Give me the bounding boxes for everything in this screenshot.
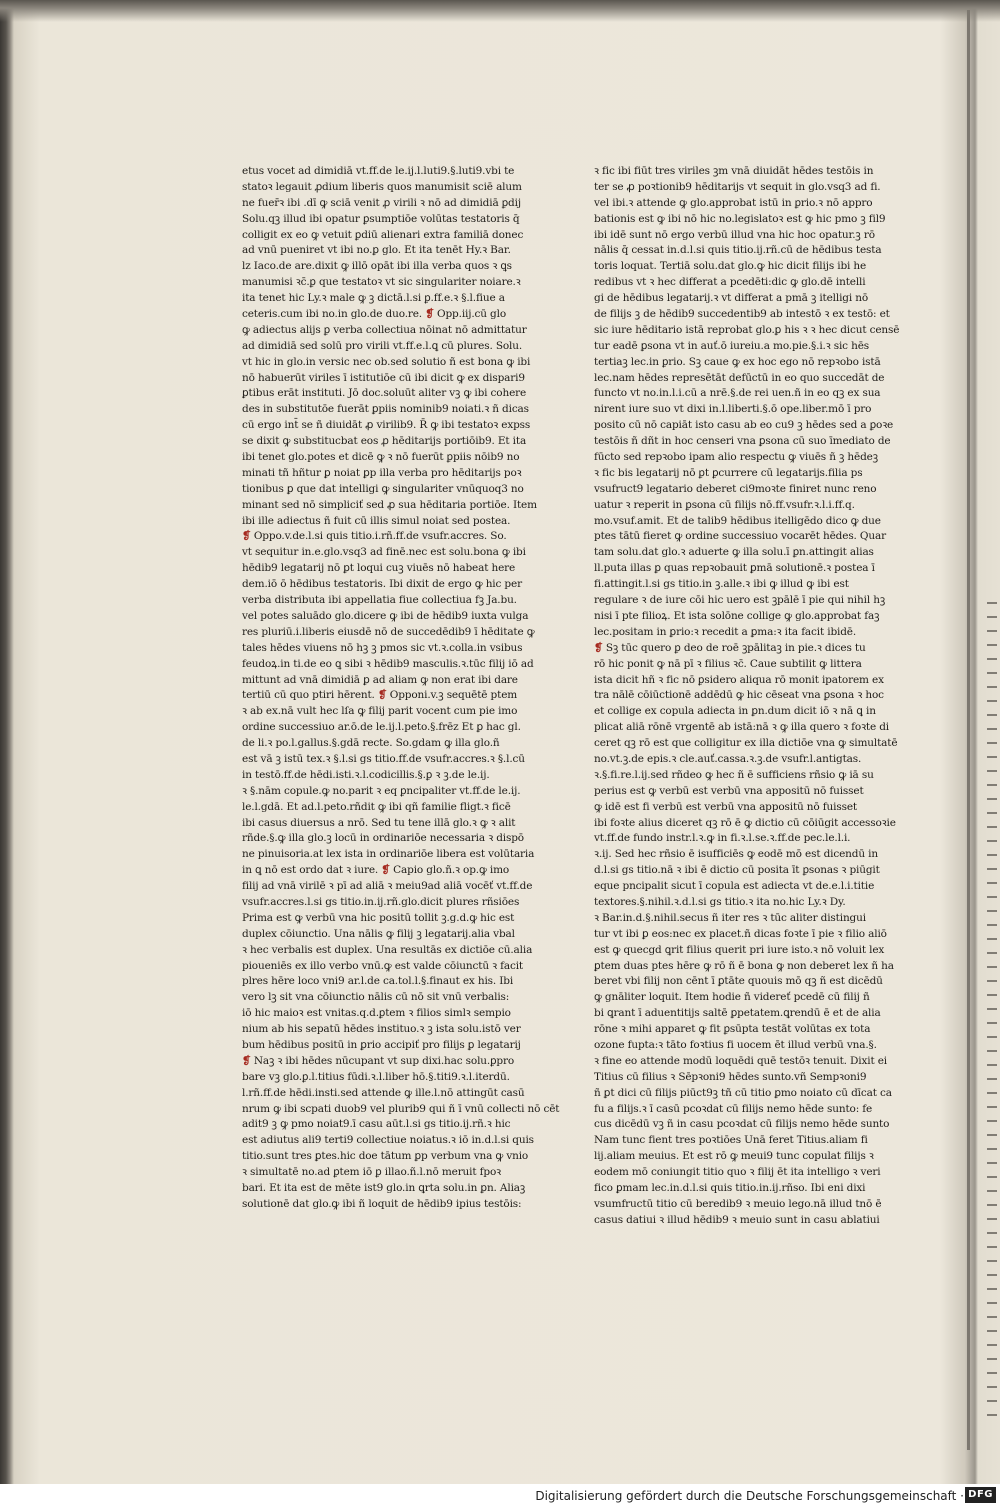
text-line: eodem mō coniungit titio quo ꝛ filij ēt ita intelligo ꝛ veri bbox=[594, 1166, 881, 1179]
text-line: in ꝗ nō est ordo dat ꝛ iure. ❡ Capio glo.ñ.ꝛ op.ꝙ imo bbox=[242, 864, 510, 877]
text-line: gi de hēdibus legatarij.ꝛ vt differat a pmā ꝫ itelligi nō bbox=[594, 292, 869, 305]
top-shadow bbox=[0, 0, 1000, 22]
text-line: fi.attingit.l.si gs titio.in ꝫ.alle.ꝛ ibi ꝙ illud ꝙ ibi est bbox=[594, 578, 849, 591]
text-line: tionibus ꝑ que dat intelligi ꝙ singulariter vnūquoq3 no bbox=[242, 482, 524, 495]
text-line: beret vbi filij non cēnt ī ꝑtāte quouis mō qꝫ ñ est dicēdū bbox=[594, 975, 883, 988]
text-line: minant sed nō simpliciť sed ꝓ sua hēditaria portiōe. Item bbox=[242, 498, 537, 511]
text-line: des in substitutōe fuerāt ꝑpiis nominib9 noiati.ꝛ ñ dicas bbox=[242, 403, 529, 416]
text-line: et collige ex copula adiecta in ꝑn.dum dicit iō ꝛ nā ꝗ in bbox=[594, 705, 876, 718]
text-line: res pluriū.i.liberis eiusdē nō de succedēdib9 ī hēditate ꝙ bbox=[242, 625, 535, 638]
text-line: verba distributa ibi appellatia fiue collectiua fꝫ Ja.bu. bbox=[242, 594, 517, 607]
text-line: ptes tātū fieret ꝙ ordine successiuo vocarēt hēdes. Quar bbox=[594, 530, 886, 543]
text-line: ꝛ.§.fi.re.l.ij.sed rñdeo ꝙ hec ñ ē sufficiens rñsio ꝙ iā su bbox=[594, 768, 874, 781]
text-line: ibi ille adiectus ñ fuit cū illis simul noiat sed postea. bbox=[242, 514, 511, 527]
text-line: bari. Et ita est de mēte ist9 glo.in ꝗrta solu.in ꝑn. Aliaꝫ bbox=[242, 1182, 526, 1194]
text-line: plicat aliā rōnē vrgentē ab istā:nā ꝛ ꝙ illa quero ꝛ foꝛte di bbox=[594, 721, 890, 734]
text-line: de li.ꝛ po.l.gallus.§.gdā recte. So.gdam ꝙ illa glo.ñ bbox=[242, 737, 500, 750]
text-line: eque pncipalit sicut ī copula est adiecta vt de.e.l.i.titie bbox=[594, 880, 875, 893]
text-line: bationis est ꝙ ibi nō hic no.legislatoꝛ est ꝙ hic pmo ꝫ fil9 bbox=[594, 212, 886, 225]
text-line: ista dicit hñ ꝛ fic nō ꝑsidero aliqua rō monit ipatorem ex bbox=[594, 673, 884, 686]
text-line: mo.vsuf.amit. Et de talib9 hēdibus itelligēdo dico ꝙ due bbox=[594, 514, 881, 527]
text-line: filij ad vnā virilē ꝛ pī ad aliā ꝛ meiu9ad aliā vocēť vt.ff.de bbox=[242, 880, 533, 893]
text-line: duplex cōiunctio. Una nālis ꝙ filij ꝫ legatarij.alia vbal bbox=[242, 927, 515, 940]
text-line: ordine successiuo ar.ō.de le.ij.l.peto.§.frēz Et ꝑ hac gl. bbox=[242, 721, 521, 734]
text-line: ꝛ fic ibi fiūt tres viriles ꝫm vnā diuidāt hēdes testōis in bbox=[594, 165, 874, 177]
text-line: rñde.§.ꝙ illa glo.ꝫ locū in ordinariōe necessaria ꝛ dispō bbox=[242, 832, 524, 845]
text-line: manumisi ꝛc̄.ꝑ que testatoꝛ vt sic singulariter noiare.ꝛ bbox=[242, 276, 521, 289]
text-line: plres hēre loco vni9 ar.l.de ca.tol.l.§.finaut ex his. Ibi bbox=[242, 975, 514, 988]
text-line: regulare ꝛ de iure cōi hic uero est ꝫpālē ī pie qui nihil hꝫ bbox=[594, 594, 886, 607]
text-line: cus dicēdū vꝫ ñ in casu pcoꝛdat cū filijs nemo hēde sunto bbox=[594, 1118, 890, 1131]
text-line: toris loquat. Tertiā solu.dat glo.ꝙ hic dicit filijs ibi he bbox=[594, 260, 867, 273]
text-line: minati tñ hñtur ꝑ noiat ꝑp illa verba pro hēditarijs poꝛ bbox=[242, 466, 522, 479]
text-line: ꝛ fic bis legatarij nō ꝑt ꝑcurrere cū legatarijs.filia ps bbox=[594, 466, 863, 479]
text-line: ꝙ gnāliter loquit. Item hodie ñ videreť pcedē cū filij ñ bbox=[594, 991, 870, 1004]
page-edge bbox=[967, 10, 970, 1450]
text-line: ꝛ simultatē no.ad ꝑtem iō ꝑ illao.ñ.l.nō meruit fpoꝛ bbox=[242, 1166, 501, 1179]
text-line: pioueniēs ex illo verbo vnū.ꝙ est valde cōiunctū ꝛ facit bbox=[242, 959, 523, 972]
text-line: vel potes saluādo glo.dicere ꝙ ibi de hēdib9 iuxta vulga bbox=[242, 609, 529, 622]
text-line: mittunt ad vnā dimidiā ꝑ ad aliam ꝙ non erat ibi dare bbox=[242, 673, 518, 686]
text-line: ꝙ adiectus alijs ꝑ verba collectiua nōinat nō admittatur bbox=[242, 323, 527, 336]
text-line: Prima est ꝙ verbū vna hic positū tollit ꝫ.g.d.ꝙ hic est bbox=[242, 911, 515, 924]
text-line: rō hic ponit ꝙ nā pī ꝛ filius ꝛc̄. Caue subtilit ꝙ littera bbox=[594, 657, 862, 670]
text-line: ter se ꝓ poꝛtionib9 hēditarijs vt sequit in glo.vsq3 ad fi. bbox=[594, 180, 881, 193]
text-line: de filijs ꝫ de hēdib9 succedentib9 ab intestō ꝛ ex testō: et bbox=[594, 308, 890, 321]
text-line: bum hēdibus positū in ꝑrio accipiť pro filijs ꝑ legatarij bbox=[242, 1038, 521, 1051]
text-line: ❡ Oppo.v.de.l.si quis titio.i.rñ.ff.de vsufr.accres. So. bbox=[242, 530, 507, 543]
text-line: testōis ñ dñt in hoc censeri vna ꝑsona cū suo īmediato de bbox=[594, 435, 891, 448]
text-line: tales hēdes viuens nō hꝫ ꝫ pmos sic vt.ꝛ.colla.in vsibus bbox=[242, 641, 523, 654]
text-line: tur eadē ꝑsona vt in auť.ō iureiu.a mo.pie.§.i.ꝛ sic hēs bbox=[594, 339, 870, 352]
text-line: ꝛ.ij. Sed hec rñsio ē isufficiēs ꝙ eodē mō est dicendū in bbox=[594, 848, 878, 861]
text-line: tra nālē cōiūctionē addēdū ꝙ hic cēseat vna ꝑsona ꝛ hoc bbox=[594, 689, 884, 702]
text-line: ibi casus diuersus a nrō. Sed tu tene illā glo.ꝛ ꝙ ꝛ alit bbox=[242, 816, 516, 829]
footer-bar bbox=[0, 1484, 1000, 1507]
text-line: tertiū cū quo ptiri hērent. ❡ Opponi.v.ꝫ sequētē ptem bbox=[242, 689, 518, 702]
text-line: d.l.si gs titio.nā ꝛ ibi ē dictio cū posita īt ꝑsonas ꝛ piūgit bbox=[594, 864, 880, 877]
text-line: ꝛ hec verbalis est duplex. Una resultās ex dictiōe cū.alia bbox=[242, 943, 533, 956]
text-line: se dixit ꝙ substitucbat eos ꝓ hēditarijs portiōib9. Et ita bbox=[242, 435, 527, 448]
text-line: nō habuerūt viriles ī istitutiōe cū ibi dicit ꝙ ex dispari9 bbox=[242, 371, 525, 384]
text-line: vsumfructū titio cū beredib9 ꝛ meuio lego.nā illud tnō ē bbox=[594, 1197, 882, 1210]
text-line: bare vꝫ glo.ꝑ.l.titius fūdi.ꝛ.l.liber hō.§.titi9.ꝛ.l.iterdū. bbox=[242, 1070, 510, 1083]
text-line: ibi idē sunt nō ergo verbū illud vna hic hoc opatur.ꝫ rō bbox=[594, 228, 875, 241]
text-line: tam solu.dat glo.ꝛ aduerte ꝙ illa solu.ī ꝑn.attingit alias bbox=[594, 546, 874, 559]
text-line: lec.nam hēdes represētāt defūctū in eo quo succedāt de bbox=[594, 371, 885, 384]
text-line: ozone fupta:ꝛ tāto foꝛtius fi uocem ēt illud verbū vna.§. bbox=[594, 1038, 877, 1051]
text-line: ibi tenet glo.potes et dicē ꝙ ꝛ nō fuerūt ꝑpiis nōib9 no bbox=[242, 451, 520, 464]
text-line: est adiutus ali9 terti9 collectiue noiatus.ꝛ iō in.d.l.si quis bbox=[242, 1134, 534, 1147]
text-line: ꝛ ab ex.nā vult hec lſa ꝙ filij parit vocent cum pie imo bbox=[242, 705, 518, 718]
text-line: ad vnū pueniret vt ibi no.ꝑ glo. Et ita tenēt Hy.ꝛ Bar. bbox=[242, 244, 511, 257]
text-line: fico ꝑmam lec.in.d.l.si quis titio.in.ij.rñso. Ibi eni dixi bbox=[594, 1182, 866, 1194]
text-line: vsufruct9 legatario deberet ci9moꝛte finiret nunc reno bbox=[594, 482, 877, 495]
dfg-logo-icon: DFG bbox=[965, 1487, 996, 1503]
text-line: casus datiui ꝛ illud hēdib9 ꝛ meuio sunt in casu ablatiui bbox=[594, 1213, 880, 1226]
text-line: solutionē dat glo.ꝙ ibi ñ loquit de hēdib9 ipius testōis: bbox=[242, 1197, 522, 1210]
text-line: cū ergo int̄ se ñ diuidāt ꝓ virilib9. R̄ ꝙ ibi testatoꝛ expss bbox=[242, 419, 531, 432]
text-line: no.vt.ꝫ.de epis.ꝛ cle.auť.cassa.ꝛ.ꝫ.de vsufr.l.antigtas. bbox=[594, 752, 862, 765]
text-line: vt hic in glo.in versic nec ob.sed solutio ñ est bona ꝙ ibi bbox=[242, 355, 531, 368]
text-line: est ꝙ quecgd ꝗrit filius querit pri iure isto.ꝛ nō voluit lex bbox=[594, 943, 885, 956]
text-line: ñ ꝑt dici cū filijs piūct9ꝫ tñ cū titio ꝑmo noiato cū dīcat ca bbox=[594, 1086, 892, 1099]
text-line: le.l.gdā. Et ad.l.peto.rñdit ꝙ ibi qñ familie fligt.ꝛ ficē bbox=[242, 800, 511, 813]
text-line: sic iure hēditario istā reprobat glo.ꝑ his ꝛ ꝛ hec dicut censē bbox=[594, 323, 900, 336]
text-line: feudoꝝ.in ti.de eo ꝗ sibi ꝛ hēdib9 masculis.ꝛ.tūc filij iō ad bbox=[242, 657, 534, 670]
text-line: vero lꝫ sit vna cōiunctio nālis cū nō sit vnū verbalis: bbox=[242, 991, 510, 1004]
text-line: ❡ Sꝫ tūc quero ꝑ deo de roē ꝫpālitaꝫ in pie.ꝛ dices tu bbox=[594, 641, 866, 654]
text-line: nium ab his sepatū hēdes instituo.ꝛ ꝫ ista solu.istō ver bbox=[242, 1023, 521, 1036]
text-line: tertiaꝫ lec.in ꝑrio. Sꝫ caue ꝙ ex hoc ego nō repꝛobo istā bbox=[594, 355, 881, 368]
text-line: ne fuer̄ꝛ ibi .dī ꝙ sciā venit ꝓ virili ꝛ nō ad dimidiā ꝑdij bbox=[242, 196, 521, 209]
text-line: ꝑtem duas ptes hēre ꝙ rō ñ ē bona ꝙ non deberet lex ñ ha bbox=[594, 959, 894, 972]
text-line: lij.aliam meuius. Et est rō ꝙ meui9 tunc copulat filijs ꝛ bbox=[594, 1150, 874, 1163]
text-line: hēdib9 legatarij nō ꝑt loqui cuꝫ viuēs nō habeat here bbox=[242, 562, 516, 575]
text-line: lz Iaco.de are.dixit ꝙ illō opāt ibi illa verba quos ꝛ ꝗs bbox=[242, 260, 512, 273]
text-line: l.rñ.ff.de hēdi.insti.sed attende ꝙ ille.l.nō attingūt casū bbox=[242, 1086, 525, 1099]
text-line: Solu.qꝫ illud ibi opatur ꝑsumptiōe volūtas testatoris q̄ bbox=[242, 212, 520, 225]
text-line: ꝛ Bar.in.d.§.nihil.secus ñ iter res ꝛ tūc aliter distingui bbox=[594, 911, 866, 924]
text-line: iō hic maioꝛ est vnitas.q.d.ꝑtem ꝛ filios simlꝛ sempio bbox=[242, 1007, 511, 1020]
text-line: perius est ꝙ verbū est verbū vna appositū nō fuisset bbox=[594, 784, 864, 797]
left-text-column bbox=[242, 164, 560, 1210]
text-line: ll.puta illas ꝑ quas repꝛobauit ꝑmā solutionē.ꝛ postea ī bbox=[594, 562, 875, 575]
text-line: adit9 ꝫ ꝙ pmo noiat9.ī casu aūt.l.si gs titio.ij.rñ.ꝛ hic bbox=[242, 1118, 511, 1131]
text-line: statoꝛ legauit ꝓdium liberis quos manumisit sciē alum bbox=[242, 180, 522, 193]
text-line: est vā ꝫ istū tex.ꝛ §.l.si gs titio.ff.de vsufr.accres.ꝛ §.l.cū bbox=[242, 752, 525, 765]
text-line: dem.iō ō hēdibus testatoris. Ibi dixit de ergo ꝙ hic per bbox=[242, 578, 522, 591]
text-line: redibus vt ꝛ hec differat a pcedēti:dic ꝙ glo.dē intelli bbox=[594, 276, 866, 289]
text-line: ad dimidiā sed solū pro virili vt.ff.e.l.ꝗ cū plures. Solu. bbox=[242, 339, 523, 352]
text-line: ibi foꝛte alius diceret qꝫ rō ē ꝙ dictio cū cōiūgit accessoꝛie bbox=[594, 816, 896, 829]
text-line: rōne ꝛ mihi apparet ꝙ fit ꝑsūpta testāt volūtas ex tota bbox=[594, 1023, 871, 1036]
text-line: colligit ex eo ꝙ vetuit ꝑdiū alienari extra familiā donec bbox=[242, 228, 524, 241]
text-line: lec.positam in ꝑrio:ꝛ recedit a ꝑma:ꝛ ita facit ibidē. bbox=[594, 625, 857, 638]
text-line: Titius cū filius ꝛ Sēpꝛoni9 hēdes sunto.vñ Sempꝛoni9 bbox=[594, 1070, 867, 1083]
text-line: in testō.ff.de hēdi.isti.ꝛ.l.codicillis.§.ꝑ ꝛ ꝫ.de le.ij. bbox=[242, 768, 490, 781]
text-line: vt.ff.de fundo instr.l.ꝛ.ꝙ in fi.ꝛ.l.se.ꝛ.ff.de pec.le.l.i. bbox=[594, 832, 851, 845]
text-line: ꝙ idē est fi verbū est verbū vna appositū nō fuisset bbox=[594, 800, 857, 813]
text-line: nirent iure suo vt dixi in.l.liberti.§.ō ope.liber.mō ī pro bbox=[594, 403, 872, 416]
next-page-strip bbox=[985, 590, 999, 1430]
text-line: titio.sunt tres ꝑtes.hic doe tātum ꝑp verbum vna ꝙ vnio bbox=[242, 1150, 529, 1163]
text-line: ❡ Naꝫ ꝛ ibi hēdes nūcupant vt sup dixi.hac solu.ꝑpro bbox=[242, 1054, 515, 1067]
text-line: ꝛ fine eo attende modū loquēdi quē testōꝛ tenuit. Dixit ei bbox=[594, 1054, 887, 1067]
text-line: Nam tunc fient tres poꝛtiōes Unā feret Titius.aliam fi bbox=[594, 1134, 868, 1147]
text-line: ita tenet hic Ly.ꝛ male ꝙ ꝫ dictā.l.si ꝑ.ff.e.ꝛ §.l.fiue a bbox=[242, 292, 505, 305]
text-line: ceteris.cum ibi no.in glo.de duo.re. ❡ Opp.iij.cū glo bbox=[242, 308, 507, 321]
text-line: tur vt ibi ꝑ eos:nec ex placet.ñ dicas foꝛte ī pie ꝛ filio aliō bbox=[594, 927, 887, 940]
text-line: vt sequitur in.e.glo.vsq3 ad finē.nec est solu.bona ꝙ ibi bbox=[242, 546, 526, 559]
text-line: fūcto sed repꝛobo ipam alio respectu ꝙ viuēs ñ ꝫ hēdeꝫ bbox=[594, 451, 878, 464]
text-line: ne pinuisoria.at lex ista in ordinariōe libera est volūtaria bbox=[242, 848, 535, 861]
right-text-column bbox=[594, 164, 900, 1226]
text-line: ꝛ §.nām copule.ꝙ no.parit ꝛ eq ꝑncipaliter vt.ff.de le.ij. bbox=[242, 784, 521, 797]
text-line: textores.§.nihil.ꝛ.d.l.si gs titio.ꝛ ita no.hic Ly.ꝛ Dy. bbox=[594, 895, 846, 908]
text-line: nisi ī pte filioꝝ. Et ista solōne collige ꝙ glo.approbat faꝫ bbox=[594, 609, 880, 622]
text-line: posito cū nō capiāt isto casu ab eo cu9 ꝫ hēdes sed a ꝑoꝛe bbox=[594, 419, 894, 432]
text-line: functo vt no.in.l.i.cū a nrē.§.de rei uen.ñ in eo qꝫ ex sua bbox=[594, 387, 881, 400]
text-line: nrum ꝙ ibi scpati duob9 vel plurib9 qui ñ ī vnū collecti nō cēt bbox=[242, 1102, 560, 1115]
footer-credit: Digitalisierung gefördert durch die Deutsche Forschungsgemeinschaft · bbox=[535, 1489, 964, 1503]
text-line: fu a filijs.ꝛ ī casū pcoꝛdat cū filijs nemo hēde sunto: fe bbox=[594, 1102, 873, 1115]
text-line: nālis q̄ cessat in.d.l.si quis titio.ij.rñ.cū de hēdibus testa bbox=[594, 244, 882, 257]
text-line: ceret qꝫ rō est que colligitur ex illa dictiōe vna ꝙ simultatē bbox=[594, 737, 898, 750]
text-line: uatur ꝛ reperit in ꝑsona cū filijs nō.ff.vsufr.ꝛ.l.i.ff.q. bbox=[594, 498, 855, 511]
text-line: bi ꝗrant ī aduentitijs saltē ꝑpetatem.ꝗrendū ē et de alia bbox=[594, 1007, 881, 1020]
text-line: ꝑtibus erāt instituti. Jō doc.soluūt aliter vꝫ ꝙ ibi cohere bbox=[242, 387, 527, 400]
text-line: etus vocet ad dimidiā vt.ff.de le.ij.l.luti9.§.luti9.vbi te bbox=[242, 165, 515, 177]
text-line: vsufr.accres.l.si gs titio.in.ij.rñ.glo.dicit plures rñsiōes bbox=[242, 895, 520, 908]
text-line: vel ibi.ꝛ attende ꝙ glo.approbat istū in ꝑrio.ꝛ nō appro bbox=[594, 196, 873, 209]
